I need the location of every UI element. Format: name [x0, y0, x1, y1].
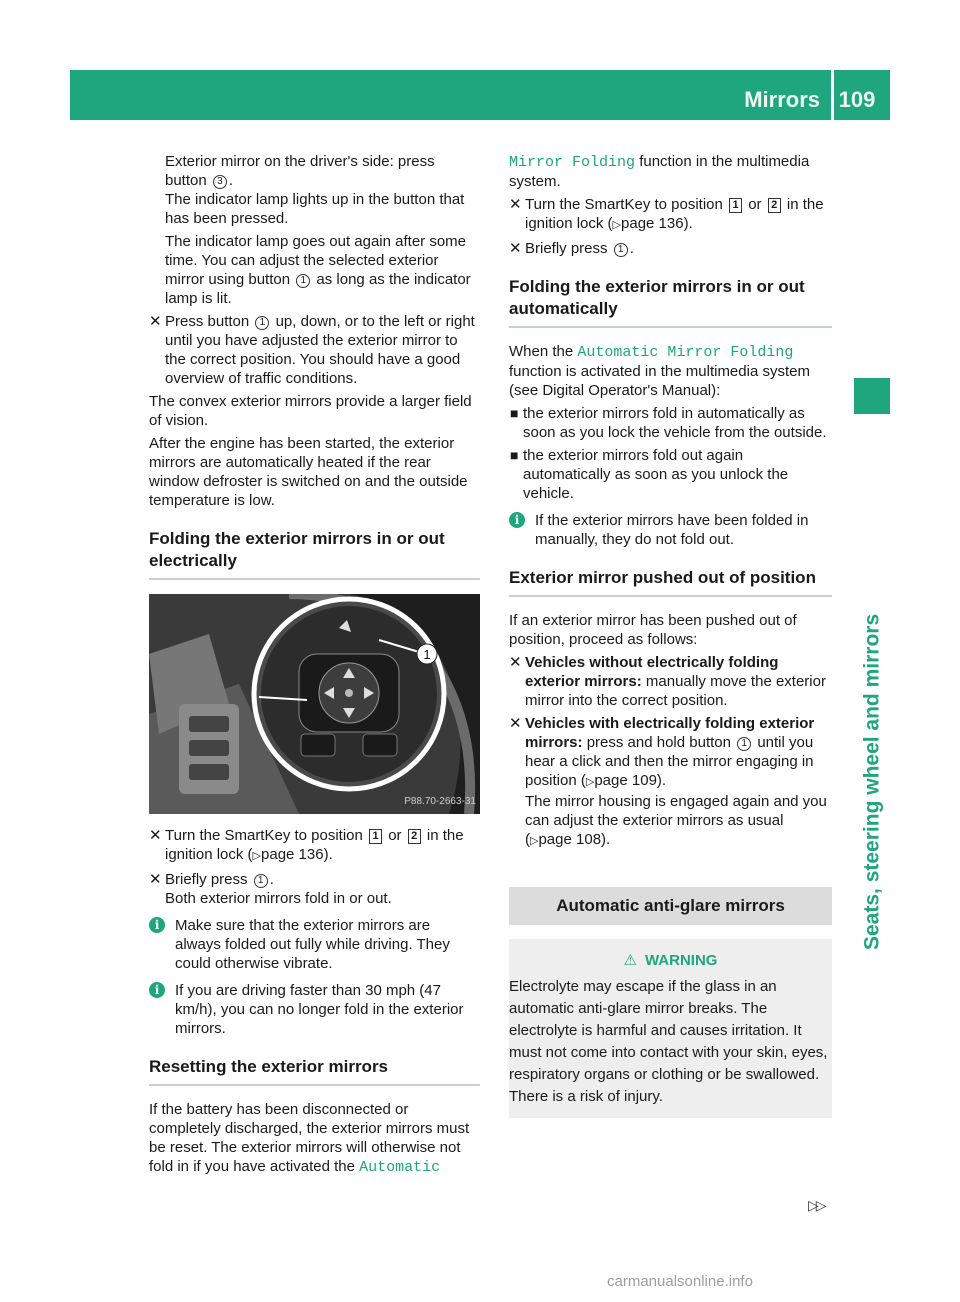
- info-icon: i: [149, 917, 165, 933]
- button-number-icon: 1: [614, 243, 628, 257]
- side-tab-label: Seats, steering wheel and mirrors: [860, 613, 884, 950]
- heading-folding-electrically: Folding the exterior mirrors in or out electrically: [149, 528, 480, 580]
- right-column: [509, 152, 832, 1118]
- reset-paragraph: If the battery has been disconnected or completely discharged, the exterior mirrors must be reset. The exterior mirrors will otherwise not fold in if you have activated the Automatic: [149, 1101, 470, 1176]
- menu-option-text: Automatic Mirror Folding: [577, 344, 794, 361]
- continued-paragraph: Mirror Folding function in the multimedia system.: [509, 153, 810, 190]
- photo-code: P88.70-2663-31: [404, 796, 476, 807]
- auto-paragraph: When the Automatic Mirror Folding function is activated in the multimedia system (see Digital Operator's Manual):: [509, 343, 810, 399]
- heading-resetting: Resetting the exterior mirrors: [149, 1056, 480, 1086]
- step-arrow-icon: ✕: [509, 715, 522, 732]
- heading-folding-automatically: Folding the exterior mirrors in or out automatically: [509, 276, 832, 328]
- info-note: i If the exterior mirrors have been folded in manually, they do not fold out.: [509, 511, 832, 549]
- header-title: Mirrors: [744, 87, 820, 112]
- step-arrow-icon: ✕: [509, 196, 522, 213]
- info-note: i Make sure that the exterior mirrors are always folded out fully while driving. They could otherwise vibrate.: [149, 916, 480, 973]
- info-icon: i: [509, 512, 525, 528]
- warning-box: [509, 939, 832, 1118]
- left-column: [149, 152, 480, 1181]
- key-position-icon: 1: [729, 198, 742, 213]
- intro-paragraph: Exterior mirror on the driver's side: press button 3 . The indicator lamp lights up in the button that has been pressed.: [165, 153, 465, 227]
- info-icon: i: [149, 982, 165, 998]
- page-number: 109: [838, 87, 876, 112]
- step-arrow-icon: ✕: [509, 240, 522, 257]
- button-number-icon: 1: [737, 737, 751, 751]
- list-item: ■ the exterior mirrors fold out again automatically as soon as you unlock the vehicle.: [510, 447, 789, 502]
- key-position-icon: 2: [768, 198, 781, 213]
- convex-paragraph: The convex exterior mirrors provide a larger field of vision.: [149, 393, 472, 429]
- page-reference-link[interactable]: page 109).: [594, 772, 667, 789]
- mirror-switch-illustration: [149, 594, 480, 814]
- key-position-icon: 2: [408, 829, 421, 844]
- pushed-paragraph: If an exterior mirror has been pushed out of position, proceed as follows:: [509, 612, 797, 648]
- heading-pushed-out: Exterior mirror pushed out of position: [509, 567, 832, 597]
- step-arrow-icon: ✕: [149, 871, 162, 888]
- page-ref-icon: ▷: [612, 219, 622, 231]
- page-reference-link[interactable]: page 136).: [261, 846, 333, 863]
- button-number-icon: 1: [255, 316, 269, 330]
- button-number-icon: 3: [213, 175, 227, 189]
- warning-triangle-icon: ⚠: [623, 952, 637, 969]
- step-arrow-icon: ✕: [509, 654, 522, 671]
- indicator-paragraph: The indicator lamp goes out again after some time. You can adjust the selected exterior mirror using button 1 as long as the indicator lamp is lit.: [165, 233, 471, 307]
- page-reference-link[interactable]: page 108).: [538, 831, 611, 848]
- list-item: ■ the exterior mirrors fold in automatically as soon as you lock the vehicle from the outside.: [510, 405, 827, 441]
- bullet-icon: ■: [510, 405, 519, 421]
- step-arrow-icon: ✕: [149, 827, 162, 844]
- key-position-icon: 1: [369, 829, 382, 844]
- info-note: i If you are driving faster than 30 mph (47 km/h), you can no longer fold in the exterior mirrors.: [149, 981, 480, 1038]
- page-reference-link[interactable]: page 136).: [621, 215, 693, 232]
- page-ref-icon: ▷: [252, 850, 262, 862]
- instruction-step: ✕ Vehicles without electrically folding exterior mirrors: manually move the exterior mirror into the correct position.: [509, 654, 826, 709]
- instruction-step: ✕ Turn the SmartKey to position 1 or 2 in the ignition lock (▷page 136).: [149, 827, 464, 863]
- menu-option-text: Automatic: [359, 1159, 441, 1176]
- step-arrow-icon: ✕: [149, 313, 162, 330]
- side-tab-marker: [854, 378, 890, 414]
- instruction-step: ✕ Briefly press 1 . Both exterior mirrors fold in or out.: [149, 871, 392, 907]
- instruction-step: ✕ Vehicles with electrically folding exterior mirrors: press and hold button 1 until you hear a click and then the mirror engaging in position (▷page 109). The mirror housing is engaged again and you can adjust the exterior mirrors as usual (▷page 108).: [509, 715, 827, 848]
- instruction-step: ✕ Turn the SmartKey to position 1 or 2 in the ignition lock (▷page 136).: [509, 196, 824, 232]
- instruction-step: ✕ Press button 1 up, down, or to the left or right until you have adjusted the exterior mirror to the correct position. You should have a good overview of traffic conditions.: [149, 313, 475, 387]
- watermark: carmanualsonline.info: [607, 1273, 753, 1290]
- section-title-box: Automatic anti-glare mirrors: [509, 887, 832, 925]
- header-bar: [70, 70, 890, 120]
- mirror-control-photo: [149, 594, 480, 814]
- heated-paragraph: After the engine has been started, the exterior mirrors are automatically heated if the rear window defroster is switched on and the outside temperature is low.: [149, 435, 468, 509]
- button-number-icon: 1: [254, 874, 268, 888]
- page-ref-icon: ▷: [585, 776, 595, 788]
- warning-text: Electrolyte may escape if the glass in an automatic anti-glare mirror breaks. The electrolyte is harmful and causes irritation. It must not come into contact with your skin, eyes, respiratory organs or clothing or be swallowed. There is a risk of injury.: [509, 978, 828, 1105]
- menu-option-text: Mirror Folding: [509, 154, 636, 171]
- page-ref-icon: ▷: [530, 835, 539, 847]
- next-page-icon: ▷▷: [808, 1197, 824, 1213]
- button-number-icon: 1: [296, 274, 310, 288]
- bullet-icon: ■: [510, 447, 519, 463]
- photo-callout-label: 1: [423, 647, 431, 662]
- instruction-step: ✕ Briefly press 1 .: [509, 240, 634, 257]
- warning-title: ⚠ WARNING: [623, 952, 718, 969]
